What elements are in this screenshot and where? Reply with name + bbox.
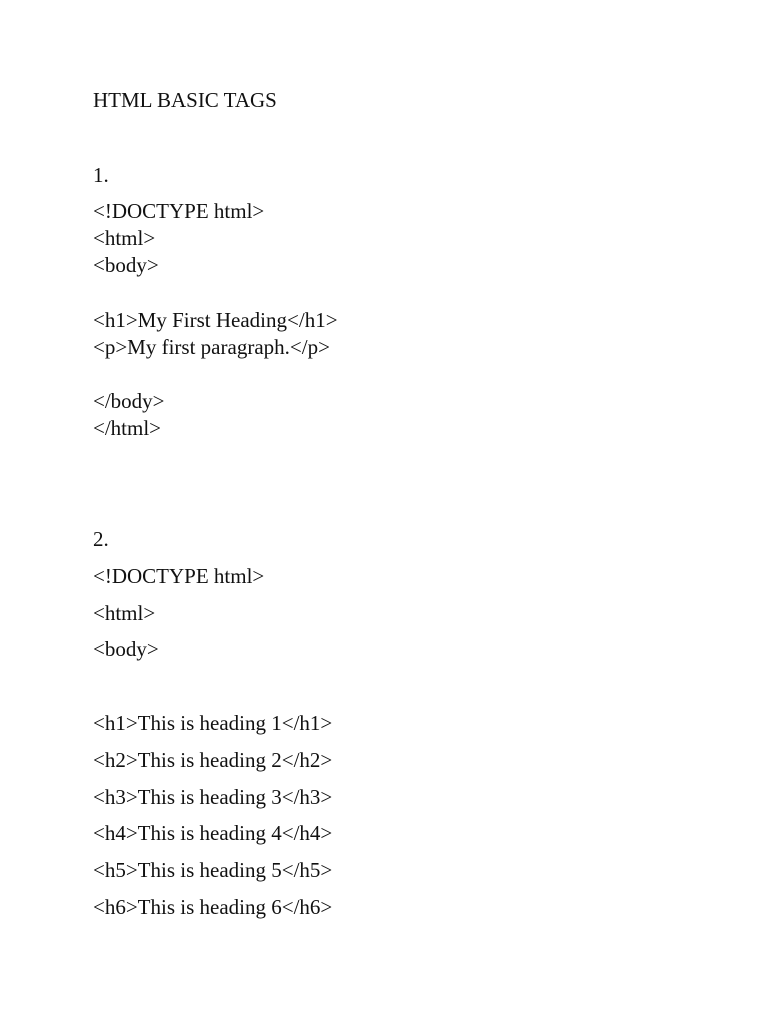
section-2-line-7: <h4>This is heading 4</h4>	[93, 821, 333, 845]
section-2-line-2: <html>	[93, 601, 156, 625]
section-2-line-9: <h6>This is heading 6</h6>	[93, 895, 333, 919]
section-1-line-3: <body>	[93, 253, 159, 277]
section-2-line-6: <h3>This is heading 3</h3>	[93, 785, 333, 809]
section-2-line-4: <h1>This is heading 1</h1>	[93, 711, 333, 735]
document-title: HTML BASIC TAGS	[93, 88, 277, 112]
section-2-line-1: <!DOCTYPE html>	[93, 564, 265, 588]
section-1-line-5: <p>My first paragraph.</p>	[93, 335, 330, 359]
section-1-line-7: </html>	[93, 416, 162, 440]
section-1-line-4: <h1>My First Heading</h1>	[93, 308, 338, 332]
section-2-line-8: <h5>This is heading 5</h5>	[93, 858, 333, 882]
section-2-line-3: <body>	[93, 637, 159, 661]
section-1-number: 1.	[93, 163, 109, 187]
section-2-line-5: <h2>This is heading 2</h2>	[93, 748, 333, 772]
section-1-line-6: </body>	[93, 389, 165, 413]
section-2-number: 2.	[93, 527, 109, 551]
section-1-line-1: <!DOCTYPE html>	[93, 199, 265, 223]
section-1-line-2: <html>	[93, 226, 156, 250]
